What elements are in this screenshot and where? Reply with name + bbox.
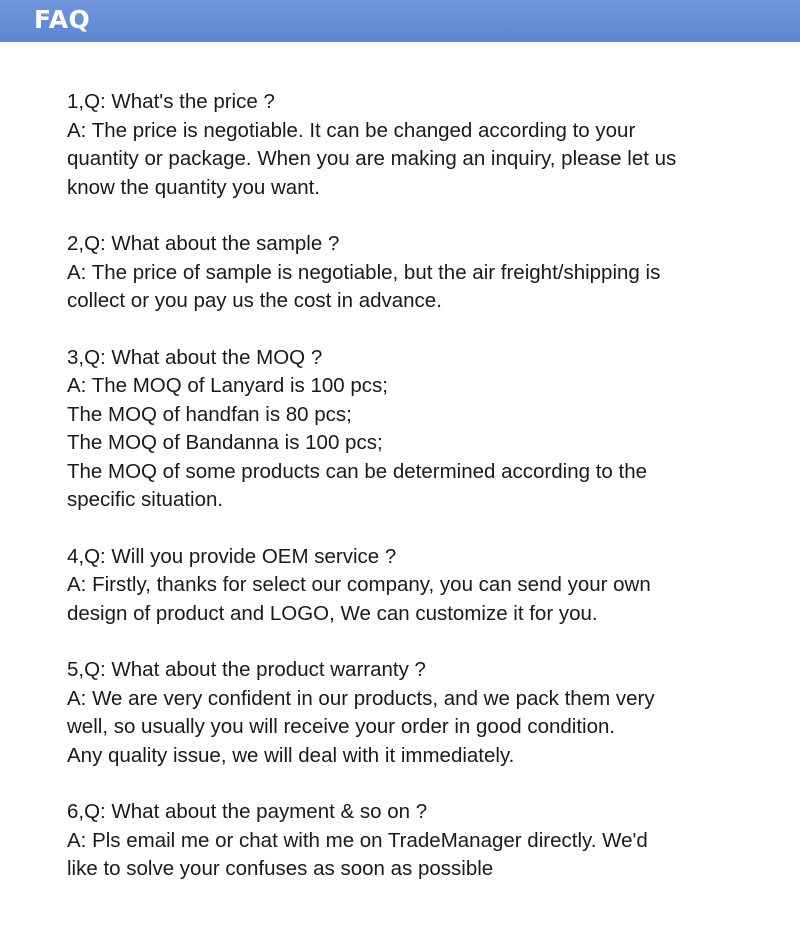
faq-answer-line: specific situation. <box>67 488 224 511</box>
faq-answer-line: A: Pls email me or chat with me on TradeManager directly. We'd <box>67 828 648 852</box>
page-title: FAQ <box>34 5 91 34</box>
faq-answer-line: Any quality issue, we will deal with it immediately. <box>67 743 515 767</box>
faq-answer-line: know the quantity you want. <box>67 175 320 199</box>
faq-answer-line: A: The price is negotiable. It can be changed according to your <box>67 118 636 142</box>
faq-answer-line: A: We are very confident in our products, and we pack them very <box>67 686 655 710</box>
faq-question: 3,Q: What about the MOQ ? <box>67 345 323 369</box>
faq-item <box>67 798 787 884</box>
faq-item <box>67 656 787 770</box>
faq-header-bar <box>0 0 800 42</box>
faq-answer-line: well, so usually you will receive your order in good condition. <box>67 715 616 738</box>
faq-answer-line: collect or you pay us the cost in advance. <box>67 289 442 312</box>
faq-answer-line: A: The MOQ of Lanyard is 100 pcs; <box>67 374 388 397</box>
faq-answer-line: design of product and LOGO, We can customize it for you. <box>67 601 598 625</box>
faq-answer-line: The MOQ of handfan is 80 pcs; <box>67 402 352 426</box>
faq-list <box>67 88 787 912</box>
faq-question: 4,Q: Will you provide OEM service ? <box>67 544 397 568</box>
faq-item <box>67 543 787 629</box>
faq-answer-line: The MOQ of Bandanna is 100 pcs; <box>67 431 383 454</box>
faq-item <box>67 230 787 316</box>
faq-answer-line: The MOQ of some products can be determined according to the <box>67 459 647 483</box>
faq-question: 1,Q: What's the price ? <box>67 90 275 113</box>
faq-item <box>67 88 787 202</box>
faq-answer-line: A: The price of sample is negotiable, but the air freight/shipping is <box>67 260 661 284</box>
faq-answer-line: quantity or package. When you are making an inquiry, please let us <box>67 147 677 170</box>
faq-answer-line: like to solve your confuses as soon as possible <box>67 857 494 880</box>
faq-item <box>67 344 787 515</box>
faq-answer-line: A: Firstly, thanks for select our company, you can send your own <box>67 573 651 596</box>
faq-question: 6,Q: What about the payment & so on ? <box>67 800 428 823</box>
faq-question: 5,Q: What about the product warranty ? <box>67 658 426 681</box>
faq-question: 2,Q: What about the sample ? <box>67 232 340 255</box>
